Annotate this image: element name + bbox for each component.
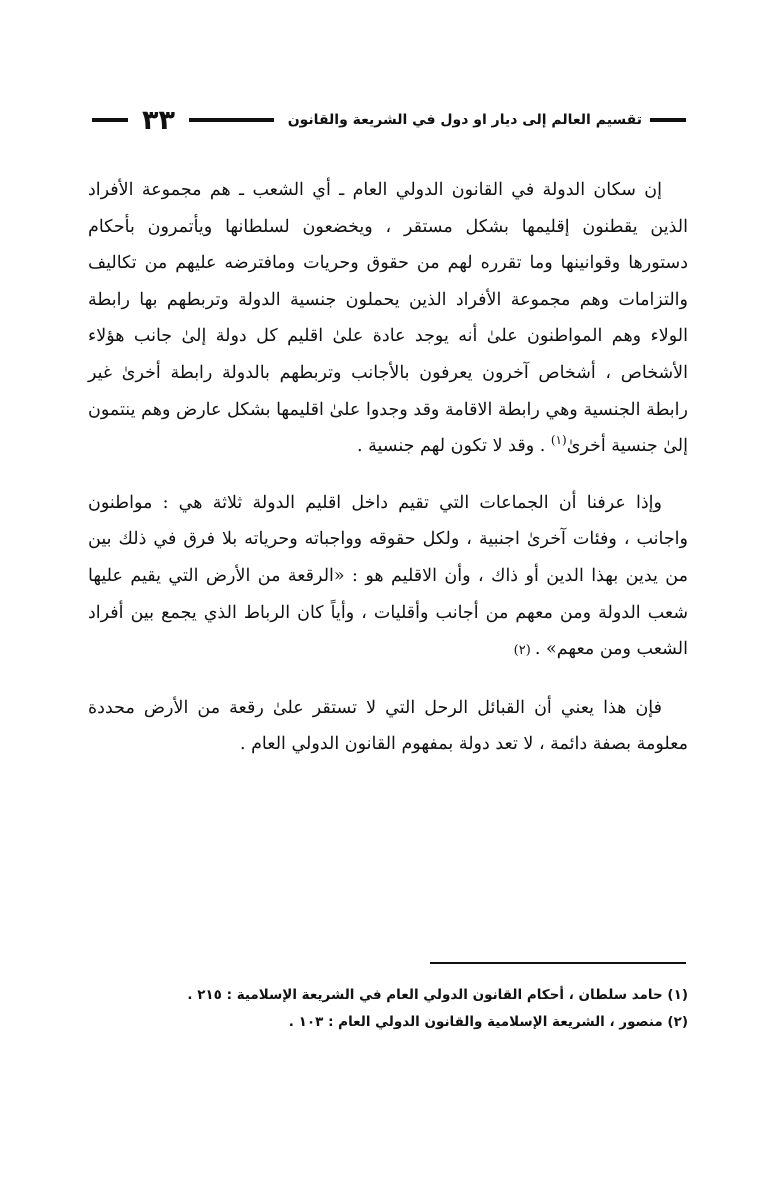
footnote-1: (١) حامد سلطان ، أحكام القانون الدولي العام في الشريعة الإسلامية : ٢١٥ . — [187, 987, 688, 1003]
paragraph-1 — [88, 172, 688, 465]
header-rule-left — [92, 118, 128, 122]
paragraph-1-end: . وقد لا تكون لهم جنسية . — [356, 436, 551, 457]
page-number: ٣٣ — [142, 104, 175, 136]
running-header — [92, 100, 686, 140]
footnote-separator — [430, 962, 686, 964]
paragraph-2 — [88, 485, 688, 670]
footnote-ref-2[interactable]: (٢) — [513, 643, 535, 659]
footnotes — [88, 982, 688, 1036]
header-rule-middle — [189, 118, 274, 122]
paragraph-2-text: وإذا عرفنا أن الجماعات التي تقيم داخل اقليم الدولة ثلاثة هي : مواطنون واجانب ، وفئات آخرىٰ اجنبية ، ولكل حقوقه وواجباته وحرياته بلا فرق في ذلك بين من يدين بهذا الدين أو ذاك ، وأن الاقليم هو : «الرقعة من الأرض التي يقيم عليها شعب الدولة ومن معهم من أجانب وأقليات ، وأياً كان الرباط الذي يجمع بين أفراد الشعب ومن معهم» . — [88, 492, 688, 660]
header-title: تقسيم العالم إلى ديار او دول في الشريعة والقانون — [287, 112, 642, 128]
main-text — [88, 172, 688, 763]
footnote-ref-1[interactable]: (١) — [550, 433, 567, 448]
paragraph-1-text: إن سكان الدولة في القانون الدولي العام ـ أي الشعب ـ هم مجموعة الأفراد الذين يقطنون إقليمها بشكل مستقر ، ويخضعون لسلطانها ويأتمرون بأحكام دستورها وقوانينها وما تقرره لهم من حقوق وحريات ومافترضه عليهم من تكاليف والتزامات وهم مجموعة الأفراد الذين يحملون جنسية الدولة وتربطهم بها رابطة الولاء وهم المواطنون علىٰ أنه يوجد عادة علىٰ اقليم كل دولة إلىٰ جانب هؤلاء الأشخاص ، أشخاص آخرون يعرفون بالأجانب وتربطهم بالدولة رابطة أخرىٰ غير رابطة الجنسية وهي رابطة الاقامة وقد وجدوا علىٰ اقليمها بشكل عارض وهم ينتمون إلىٰ جنسية أخرىٰ — [88, 180, 688, 457]
footnote-2: (٢) منصور ، الشريعة الإسلامية والقانون الدولي العام : ١٠٣ . — [288, 1014, 688, 1030]
header-rule-right — [650, 118, 686, 122]
paragraph-3 — [88, 690, 688, 763]
paragraph-3-text: فإن هذا يعني أن القبائل الرحل التي لا تستقر علىٰ رقعة من الأرض محددة معلومة بصفة دائمة ، لا تعد دولة بمفهوم القانون الدولي العام . — [88, 697, 688, 755]
